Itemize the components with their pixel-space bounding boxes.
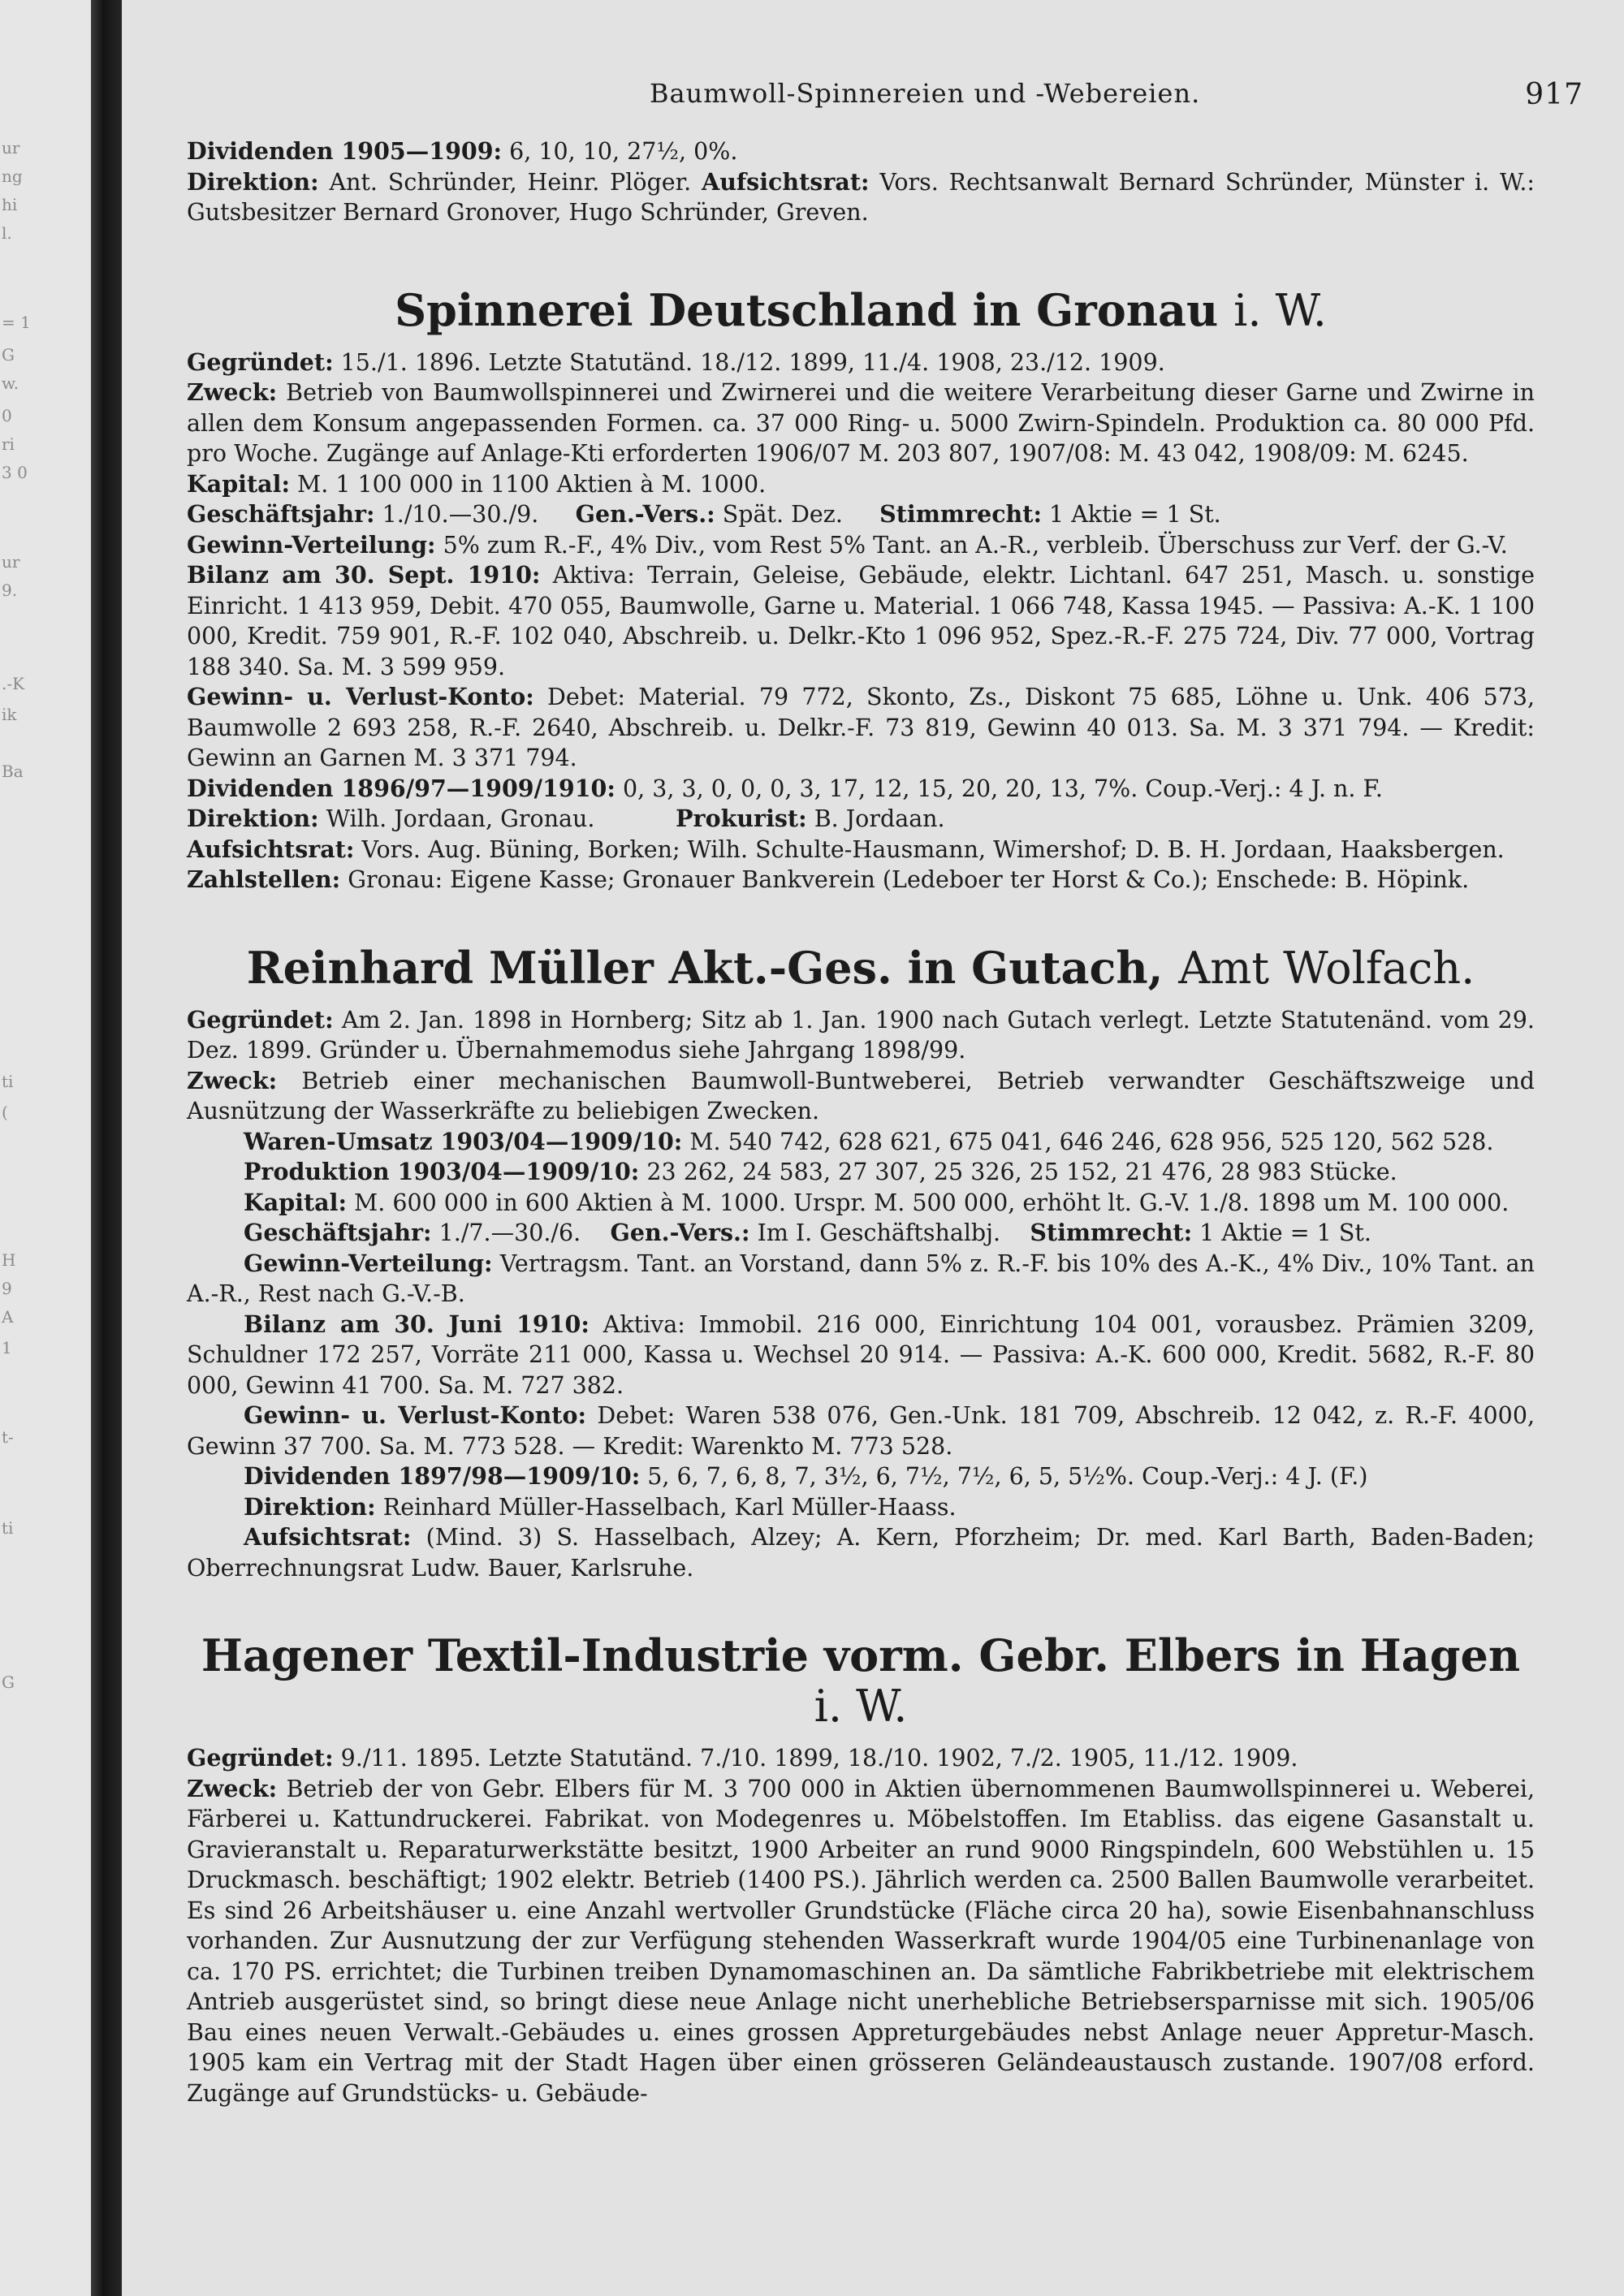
field-value: 9./11. 1895. Letzte Statutänd. 7./10. 1899, 18./10. 1902, 7./2. 1905, 11./12. 1909.: [340, 1745, 1298, 1772]
page-number: 917: [1525, 78, 1583, 111]
margin-fragment: ur: [2, 138, 20, 158]
entry-line: [187, 1066, 1535, 1127]
field-value: Schründer, Münster i. W.: Gutsbesitzer Bernard Gronover, Hugo Schründer, Greven.: [187, 168, 1535, 226]
margin-fragment: 9: [2, 1279, 12, 1298]
field-label: Geschäftsjahr:: [244, 1219, 432, 1246]
field-value: Aktiva: Immobil. 216 000, Einrichtung 104 001, vorausbez. Prämien 3209, Schuldner 172 257, Vorräte 211 000, Kassa u. Wechsel 20 914. — Passiva: A.-K. 600 000, Kredit. 5682, R.-F. 80 000, Gewinn 41 700. Sa. M. 727 382.: [187, 1310, 1535, 1399]
entry-line: [187, 499, 1535, 530]
field-value: Betrieb von Baumwollspinnerei und Zwirnerei und die weitere Verarbeitung dieser Garne und Zwirne in allen dem Konsum angepassenden Formen. ca. 37 000 Ring- u. 5000 Zwirn-Spindeln. Produktion ca. 80 000 Pfd. pro Woche. Zugänge auf Anlage-Kti erforderten 1906/07 M. 203 807, 1907/08: M. 43 042, 1908/09: M. 6245.: [187, 379, 1535, 467]
entry-line: [187, 835, 1535, 865]
running-title: Baumwoll-Spinnereien und -Webereien.: [650, 78, 1201, 109]
company-name: Reinhard Müller Akt.-Ges. in Gutach,: [246, 941, 1164, 994]
field-value: Im I. Geschäftshalbj.: [757, 1219, 1001, 1246]
entry-line: [187, 1492, 1535, 1523]
entry-line: [187, 1127, 1535, 1158]
margin-fragment: t-: [2, 1427, 14, 1447]
field-value: 1./7.—30./6.: [438, 1219, 581, 1246]
entry-line: [187, 378, 1535, 469]
margin-fragment: hi: [2, 195, 18, 214]
margin-fragment: ti: [2, 1518, 14, 1538]
field-label: Dividenden 1896/97—1909/1910:: [187, 774, 615, 802]
field-label: Geschäftsjahr:: [187, 500, 375, 528]
entry-line: [187, 167, 1535, 228]
margin-fragment: ti: [2, 1072, 14, 1091]
field-value: 6, 10, 10, 27½, 0%.: [509, 138, 738, 165]
field-value: 23 262, 24 583, 27 307, 25 326, 25 152, 21 476, 28 983 Stücke.: [646, 1159, 1397, 1185]
margin-fragment: 3 0: [2, 463, 28, 482]
field-label: Direktion:: [187, 167, 319, 196]
margin-fragment: (: [2, 1103, 8, 1122]
field-label: Gegründet:: [187, 1744, 334, 1772]
field-value: Vors. Rechtsanwalt Bernard: [879, 168, 1216, 196]
book-spine-shadow: [91, 0, 122, 2296]
entry-line: [187, 1249, 1535, 1310]
field-value: 0, 3, 3, 0, 0, 0, 3, 17, 12, 15, 20, 20, 13, 7%. Coup.-Verj.: 4 J. n. F.: [622, 775, 1383, 802]
field-label: Prokurist:: [676, 805, 807, 832]
company-name: Spinnerei Deutschland in Gronau: [395, 283, 1219, 336]
field-label: Gewinn- u. Verlust-Konto:: [187, 683, 534, 710]
margin-fragment: G: [2, 1672, 15, 1692]
field-label: Zahlstellen:: [187, 865, 341, 893]
margin-fragment: .-K: [2, 674, 25, 693]
company-name: Hagener Textil-Industrie vorm. Gebr. Elbers in Hagen: [201, 1629, 1521, 1681]
company-entry-spinnerei-deutschland: [187, 285, 1535, 896]
page-content: [187, 136, 1535, 2108]
entry-line: [187, 347, 1535, 378]
field-value: M. 1 100 000 in 1100 Aktien à M. 1000.: [297, 470, 767, 498]
company-entry-hagener-textil: [187, 1630, 1535, 2108]
margin-fragment: ng: [2, 166, 23, 186]
margin-fragment: ik: [2, 705, 17, 724]
entry-line: [187, 469, 1535, 500]
entry-continuation: [187, 136, 1535, 228]
field-value: Betrieb der von Gebr. Elbers für M. 3 700 000 in Aktien übernommenen Baumwollspinnerei u. Weberei, Färberei u. Kattundruckerei. Fabrikat. von Modegenres u. Möbelstoffen. Im Etabliss. das eigene Gasanstalt u. Gravieranstalt u. Reparaturwerkstätte besitzt, 1900 Arbeiter an rund 9000 Ringspindeln, 600 Webstühlen u. 15 Druckmasch. beschäftigt; 1902 elektr. Betrieb (1400 PS.). Jährlich werden ca. 2500 Ballen Baumwolle verarbeitet. Es sind 26 Arbeitshäuser u. eine Anzahl wertvoller Grundstücke (Fläche circa 20 ha), sowie Eisenbahnanschluss vorhanden. Zur Ausnutzung der zur Verfügung stehenden Wasserkraft wurde 1904/05 eine Turbinenanlage von ca. 170 PS. errichtet; die Turbinen treiben Dynamomaschinen an. Da sämtliche Fabrikbetriebe mit elektrischem Antrieb ausgerüstet sind, so bringt diese neue Anlage nicht unerhebliche Betriebsersparnisse mit sich. 1905/06 Bau eines neuen Verwalt.-Gebäudes u. eines grossen Appreturgebäudes nebst Anlage neuer Appretur-Masch. 1905 kam ein Vertrag mit der Stadt Hagen über einen grösseren Geländeaustausch zustande. 1907/08 erford. Zugänge auf Grundstücks- u. Gebäude-: [187, 1775, 1535, 2107]
field-value: Ant. Schründer, Heinr. Plöger.: [329, 168, 692, 196]
field-value: Am 2. Jan. 1898 in Hornberg; Sitz ab 1. Jan. 1900 nach Gutach verlegt. Letzte Statutenänd. vom 29. Dez. 1899. Gründer u. Übernahmemodus siehe Jahrgang 1898/99.: [187, 1006, 1535, 1064]
margin-fragment: 0: [2, 406, 12, 425]
entry-line: [187, 1522, 1535, 1583]
margin-fragment: 1: [2, 1338, 12, 1357]
entry-line: [187, 1743, 1535, 1774]
field-label: Aufsichtsrat:: [702, 167, 870, 196]
field-value: 1 Aktie = 1 St.: [1199, 1219, 1371, 1246]
field-value: B. Jordaan.: [814, 805, 945, 832]
field-label: Zweck:: [187, 378, 278, 406]
field-value: Vertragsm. Tant. an Vorstand, dann 5% z. R.-F. bis 10% des A.-K., 4% Div., 10% Tant. an A.-R., Rest nach G.-V.-B.: [187, 1249, 1535, 1307]
field-label: Gewinn-Verteilung:: [187, 530, 436, 559]
margin-fragment: ur: [2, 552, 20, 572]
field-label: Produktion 1903/04—1909/10:: [244, 1158, 640, 1185]
field-label: Kapital:: [244, 1188, 347, 1216]
company-title: [187, 285, 1535, 336]
field-value: Wilh. Jordaan, Gronau.: [326, 805, 595, 832]
field-label: Aufsichtsrat:: [244, 1523, 412, 1551]
company-location-suffix: Amt Wolfach.: [1178, 942, 1475, 994]
adjacent-page-margin: [0, 0, 91, 2296]
entry-line: [187, 530, 1535, 561]
field-label: Kapital:: [187, 469, 290, 498]
margin-fragment: l.: [2, 223, 12, 243]
field-label: Waren-Umsatz 1903/04—1909/10:: [244, 1127, 683, 1155]
field-value: 15./1. 1896. Letzte Statutänd. 18./12. 1899, 11./4. 1908, 23./12. 1909.: [340, 348, 1165, 376]
field-label: Stimmrecht:: [879, 500, 1042, 528]
entry-line: [187, 774, 1535, 805]
field-value: 5% zum R.-F., 4% Div., vom Rest 5% Tant. an A.-R., verbleib. Überschuss zur Verf. der G.-V.: [443, 531, 1508, 559]
margin-fragment: 9.: [2, 580, 18, 600]
entry-line: [187, 1218, 1535, 1249]
field-label: Stimmrecht:: [1030, 1219, 1193, 1246]
field-value: Debet: Material. 79 772, Skonto, Zs., Diskont 75 685, Löhne u. Unk. 406 573, Baumwolle 2 693 258, R.-F. 2640, Abschreib. u. Delkr.-F. 73 819, Gewinn 40 013. Sa. M. 3 371 794. — Kredit: Gewinn an Garnen M. 3 371 794.: [187, 684, 1535, 771]
entry-line: [187, 1774, 1535, 2109]
field-value: (Mind. 3) S. Hasselbach, Alzey; A. Kern, Pforzheim; Dr. med. Karl Barth, Baden-Baden; Oberrechnungsrat Ludw. Bauer, Karlsruhe.: [187, 1524, 1535, 1582]
field-label: Gewinn- u. Verlust-Konto:: [244, 1401, 587, 1429]
field-value: M. 540 742, 628 621, 675 041, 646 246, 628 956, 525 120, 562 528.: [689, 1128, 1494, 1155]
field-value: Aktiva: Terrain, Geleise, Gebäude, elektr. Lichtanl. 647 251, Masch. u. sonstige Einricht. 1 413 959, Debit. 470 055, Baumwolle, Garne u. Material. 1 066 748, Kassa 1945. — Passiva: A.-K. 1 100 000, Kredit. 759 901, R.-F. 102 040, Abschreib. u. Delkr.-Kto 1 096 952, Spez.-R.-F. 275 724, Div. 77 000, Vortrag 188 340. Sa. M. 3 599 959.: [187, 562, 1535, 680]
company-location-suffix: i. W.: [814, 1681, 908, 1732]
margin-fragment: = 1: [2, 313, 31, 332]
margin-fragment: Ba: [2, 762, 24, 781]
entry-line: [187, 136, 1535, 167]
field-value: M. 600 000 in 600 Aktien à M. 1000. Urspr. M. 500 000, erhöht lt. G.-V. 1./8. 1898 um M. 100 000.: [354, 1189, 1510, 1216]
field-value: Vors. Aug. Büning, Borken; Wilh. Schulte-Hausmann, Wimershof; D. B. H. Jordaan, Haaksbergen.: [361, 835, 1505, 863]
field-label: Gen.-Vers.:: [575, 500, 715, 528]
field-value: Betrieb einer mechanischen Baumwoll-Buntweberei, Betrieb verwandter Geschäftszweige und Ausnützung der Wasserkräfte zu beliebigen Zwecken.: [187, 1067, 1535, 1124]
field-value: Gronau: Eigene Kasse; Gronauer Bankverein (Ledeboer ter Horst & Co.); Enschede: B. Höpink.: [348, 866, 1470, 893]
entry-line: [187, 560, 1535, 682]
margin-fragment: H: [2, 1250, 16, 1270]
field-value: 1./10.—30./9.: [382, 501, 539, 528]
field-value: Debet: Waren 538 076, Gen.-Unk. 181 709, Abschreib. 12 042, z. R.-F. 4000, Gewinn 37 700. Sa. M. 773 528. — Kredit: Warenkto M. 773 528.: [187, 1402, 1535, 1460]
field-label: Direktion:: [187, 805, 319, 832]
field-label: Gewinn-Verteilung:: [244, 1249, 493, 1277]
field-label: Direktion:: [244, 1492, 376, 1521]
entry-line: [187, 1005, 1535, 1066]
company-entry-reinhard-mueller: [187, 943, 1535, 1584]
field-value: 1 Aktie = 1 St.: [1049, 501, 1221, 528]
field-value: Reinhard Müller-Hasselbach, Karl Müller-Haass.: [382, 1493, 957, 1521]
document-page: [122, 0, 1624, 2296]
field-label: Aufsichtsrat:: [187, 835, 355, 863]
entry-line: [187, 1157, 1535, 1188]
entry-line: [187, 1310, 1535, 1401]
margin-fragment: w.: [2, 373, 19, 393]
entry-line: [187, 804, 1535, 835]
field-label: Dividenden 1897/98—1909/10:: [244, 1462, 641, 1490]
entry-line: [187, 865, 1535, 896]
field-label: Gegründet:: [187, 347, 334, 376]
margin-fragment: G: [2, 345, 15, 365]
field-label: Dividenden 1905—1909:: [187, 137, 503, 165]
field-label: Gegründet:: [187, 1005, 334, 1034]
field-label: Zweck:: [187, 1774, 278, 1802]
company-location-suffix: i. W.: [1233, 284, 1327, 336]
field-label: Bilanz am 30. Sept. 1910:: [187, 561, 541, 589]
field-label: Zweck:: [187, 1066, 278, 1094]
margin-fragment: ri: [2, 434, 15, 454]
field-label: Gen.-Vers.:: [610, 1219, 750, 1246]
field-label: Bilanz am 30. Juni 1910:: [244, 1310, 590, 1338]
field-value: 5, 6, 7, 6, 8, 7, 3½, 6, 7½, 7½, 6, 5, 5½%. Coup.-Verj.: 4 J. (F.): [647, 1463, 1368, 1490]
entry-line: [187, 1400, 1535, 1461]
margin-fragment: A: [2, 1307, 14, 1327]
entry-line: [187, 682, 1535, 774]
entry-line: [187, 1461, 1535, 1492]
field-value: Spät. Dez.: [722, 501, 843, 528]
entry-line: [187, 1188, 1535, 1219]
company-title: [187, 1630, 1535, 1732]
company-title: [187, 943, 1535, 994]
